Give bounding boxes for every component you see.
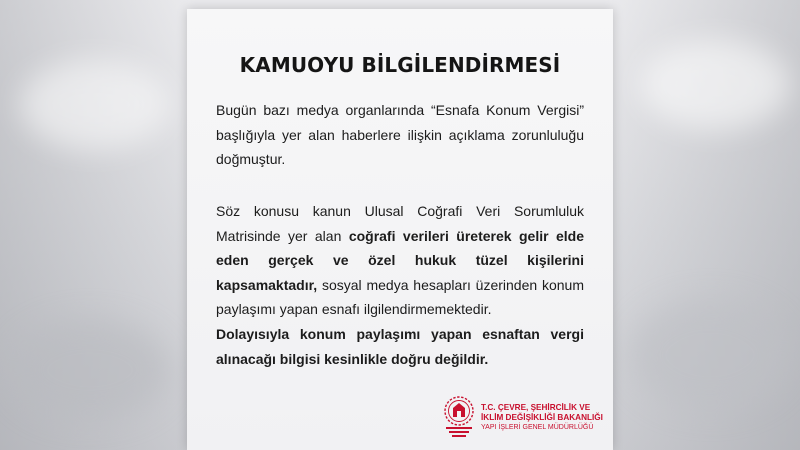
announcement-card [187, 9, 613, 450]
paragraph-2-text-end: sosyal medya hesapları üzerinden konum paylaşımı yapan esnafı ilgilendirmemektedir. [216, 276, 584, 317]
background-blur-shape [20, 60, 170, 150]
paragraph-2-text-start: Söz konusu kanun Ulusal Coğrafi Veri Sorumluluk Matrisinde yer alan [216, 203, 584, 244]
background-blur-shape [630, 300, 790, 410]
notice-paragraph-3: Dolayısıyla konum paylaşımı yapan esnaftan vergi alınacağı bilgisi kesinlikle doğru değildir. [216, 326, 584, 367]
ministry-emblem-icon [440, 394, 478, 438]
background-blur-shape [640, 40, 790, 130]
notice-title: KAMUOYU BİLGİLENDİRMESİ [239, 53, 561, 77]
notice-paragraph-2 [216, 199, 584, 322]
directorate-name: YAPI İŞLERİ GENEL MÜDÜRLÜĞÜ [481, 424, 594, 431]
ministry-name-line-2: İKLİM DEĞİŞİKLİĞİ BAKANLIĞI [481, 413, 603, 422]
background-shade-left [0, 0, 190, 450]
paragraph-2-bold-text: coğrafi verileri üreterek gelir elde eden gerçek ve özel hukuk tüzel kişilerini kapsamaktadır, [216, 227, 584, 293]
notice-paragraph-1: Bugün bazı medya organlarında “Esnafa Konum Vergisi” başlığıyla yer alan haberlere ilişkin açıklama zorunluluğu doğmuştur. [216, 102, 584, 167]
ministry-name-line-1: T.C. ÇEVRE, ŞEHİRCİLİK VE [481, 403, 591, 412]
ministry-signature [440, 394, 605, 440]
background-shade-right [610, 0, 800, 450]
background-blur-shape [10, 320, 170, 420]
